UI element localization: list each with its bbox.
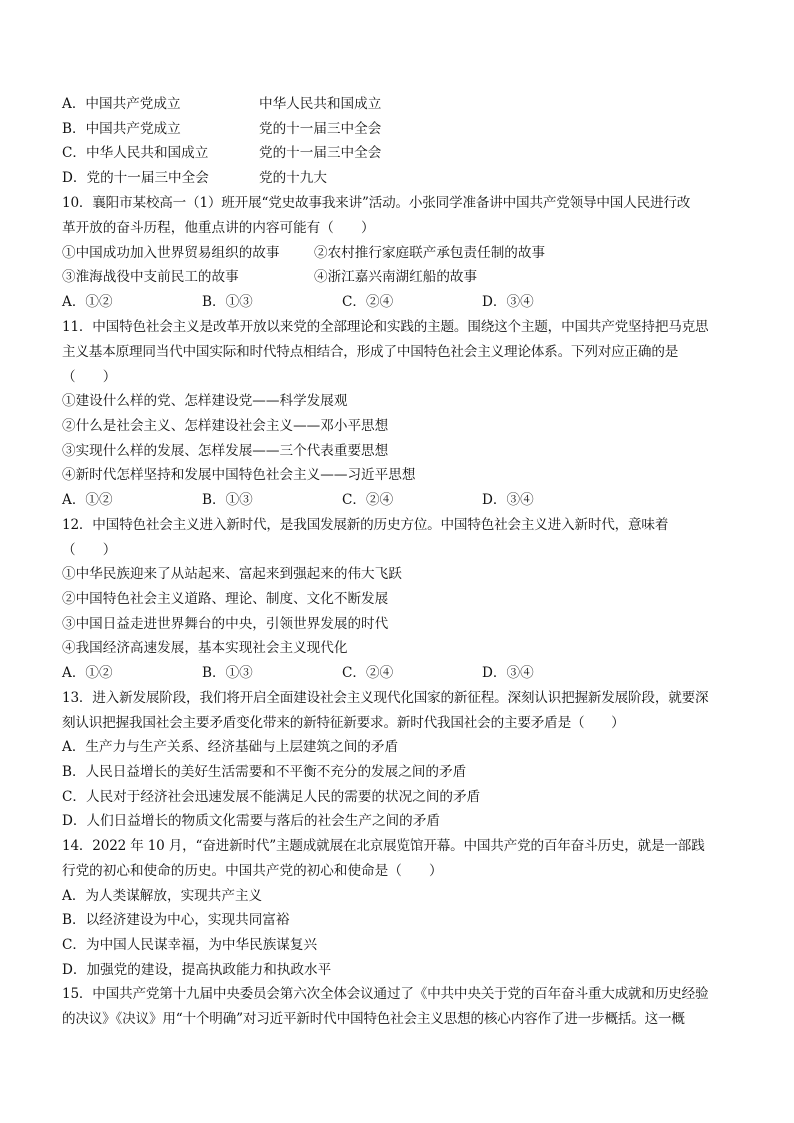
q10-items-row-2: ③淮海战役中支前民工的故事 ④浙江嘉兴南湖红船的故事 [62, 269, 478, 286]
q11-stem-line-1: 11．中国特色社会主义是改革开放以来党的全部理论和实践的主题。围绕这个主题，中国共产党坚持把马克思 [62, 318, 709, 335]
q11-item-3: ③实现什么样的发展、怎样发展——三个代表重要思想 [62, 442, 389, 459]
q11-choices: A．①② B．①③ C．②④ D．③④ [62, 491, 534, 508]
q13-choice-c: C．人民对于经济社会迅速发展不能满足人民的需要的状况之间的矛盾 [62, 788, 481, 805]
q9-options [62, 90, 742, 188]
q10-choices: A．①② B．①③ C．②④ D．③④ [62, 293, 534, 310]
q11-item-4: ④新时代怎样坚持和发展中国特色社会主义——习近平思想 [62, 467, 416, 484]
q11-item-2: ②什么是社会主义、怎样建设社会主义——邓小平思想 [62, 418, 389, 435]
q13-stem-line-2: 刻认识把握我国社会主要矛盾变化带来的新特征新要求。新时代我国社会的主要矛盾是（ ） [62, 714, 625, 731]
q14-choice-c: C．为中国人民谋幸福，为中华民族谋复兴 [62, 936, 318, 953]
q14-stem-line-1: 14．2022 年 10 月，“奋进新时代”主题成就展在北京展览馆开幕。中国共产党的百年奋斗历史，就是一部践 [62, 837, 705, 854]
q14-choice-d: D．加强党的建设，提高执政能力和执政水平 [62, 961, 332, 978]
q13-choice-b: B．人民日益增长的美好生活需要和不平衡不充分的发展之间的矛盾 [62, 763, 467, 780]
q11-item-1: ①建设什么样的党、怎样建设党——科学发展观 [62, 393, 348, 410]
q14-choice-a: A．为人类谋解放，实现共产主义 [62, 887, 263, 904]
q12-item-4: ④我国经济高速发展，基本实现社会主义现代化 [62, 640, 348, 657]
q15-stem-line-1: 15．中国共产党第十九届中央委员会第六次全体会议通过了《中共中央关于党的百年奋斗重大成就和历史经验 [62, 986, 709, 1003]
q12-item-3: ③中国日益走进世界舞台的中央，引领世界发展的时代 [62, 615, 389, 632]
q15-stem-line-2: 的决议》《决议》用“十个明确”对习近平新时代中国特色社会主义思想的核心内容作了进一步概括。这一概 [62, 1011, 685, 1028]
q13-choice-d: D．人们日益增长的物质文化需要与落后的社会生产之间的矛盾 [62, 813, 440, 830]
q11-stem-line-3: （ ） [62, 368, 117, 385]
q11-stem-line-2: 主义基本原理同当代中国实际和时代特点相结合，形成了中国特色社会主义理论体系。下列对应正确的是 [62, 343, 679, 360]
q12-choices: A．①② B．①③ C．②④ D．③④ [62, 664, 534, 681]
q9-option-d: D．党的十一届三中全会 党的十九大 [62, 170, 327, 187]
q10-items-row-1: ①中国成功加入世界贸易组织的故事 ②农村推行家庭联产承包责任制的故事 [62, 244, 546, 261]
question-12 [62, 510, 742, 683]
q12-stem-line-2: （ ） [62, 541, 117, 558]
q9-option-a: A．中国共产党成立 中华人民共和国成立 [62, 96, 382, 113]
q12-stem-line-1: 12．中国特色社会主义进入新时代，是我国发展新的历史方位。中国特色社会主义进入新时代，意味着 [62, 516, 669, 533]
question-14 [62, 831, 742, 979]
q10-stem-line-1: 10．襄阳市某校高一（1）班开展“党史故事我来讲”活动。小张同学准备讲中国共产党领导中国人民进行改 [62, 194, 691, 211]
question-15 [62, 980, 742, 1030]
q9-option-c: C．中华人民共和国成立 党的十一届三中全会 [62, 145, 382, 162]
question-10 [62, 188, 742, 312]
question-11 [62, 312, 742, 510]
q10-stem-line-2: 革开放的奋斗历程，他重点讲的内容可能有（ ） [62, 219, 375, 236]
q13-choice-a: A．生产力与生产关系、经济基础与上层建筑之间的矛盾 [62, 739, 399, 756]
q9-option-b: B．中国共产党成立 党的十一届三中全会 [62, 120, 382, 137]
q12-item-1: ①中华民族迎来了从站起来、富起来到强起来的伟大飞跃 [62, 566, 402, 583]
question-13 [62, 683, 742, 831]
q12-item-2: ②中国特色社会主义道路、理论、制度、文化不断发展 [62, 591, 389, 608]
q14-stem-line-2: 行党的初心和使命的历史。中国共产党的初心和使命是（ ） [62, 862, 443, 879]
q13-stem-line-1: 13．进入新发展阶段，我们将开启全面建设社会主义现代化国家的新征程。深刻认识把握新发展阶段，就要深 [62, 689, 709, 706]
q14-choice-b: B．以经济建设为中心，实现共同富裕 [62, 912, 290, 929]
exam-page [62, 90, 742, 1030]
